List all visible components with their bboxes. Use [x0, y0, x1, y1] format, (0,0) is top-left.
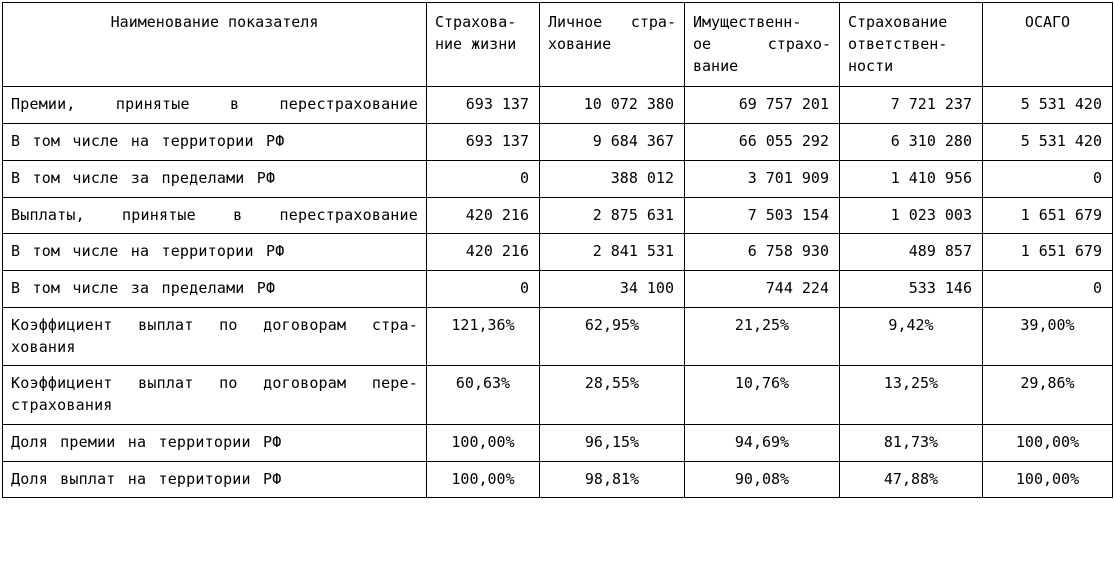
cell-value: 47,88% — [883, 469, 939, 488]
row-value-life — [427, 366, 540, 425]
cell-value: 1 651 679 — [1020, 205, 1102, 224]
column-header-property-insurance — [685, 3, 840, 87]
column-header-indicator — [3, 3, 427, 87]
cell-value: 5 531 420 — [1020, 95, 1102, 114]
row-value-liability — [840, 307, 983, 366]
cell-value: 0 — [519, 168, 529, 187]
row-label-line: Доля премии на территории РФ — [11, 432, 282, 451]
row-value-osago — [983, 424, 1113, 461]
row-value-personal — [540, 424, 685, 461]
row-value-property — [685, 366, 840, 425]
cell-value: 94,69% — [734, 432, 790, 451]
cell-value: 0 — [1092, 279, 1102, 297]
row-value-life — [427, 197, 540, 234]
column-header-life-insurance — [427, 3, 540, 87]
row-value-property — [685, 461, 840, 498]
column-header-property-insurance-line1: Имущественн- — [693, 13, 802, 31]
column-header-osago — [983, 3, 1113, 87]
cell-value: 21,25% — [734, 315, 790, 334]
cell-value: 100,00% — [451, 469, 515, 488]
document-page — [0, 2, 1114, 563]
row-value-personal — [540, 271, 685, 308]
row-value-personal — [540, 461, 685, 498]
row-value-life — [427, 461, 540, 498]
cell-value: 6 310 280 — [890, 132, 972, 150]
row-value-property — [685, 87, 840, 124]
table-row — [3, 366, 1113, 425]
column-header-indicator-label: Наименование показателя — [110, 13, 319, 31]
row-value-osago — [983, 160, 1113, 197]
table-row — [3, 87, 1113, 124]
cell-value: 7 721 237 — [890, 95, 972, 114]
table-header — [3, 3, 1113, 87]
row-value-personal — [540, 366, 685, 425]
column-header-liability-insurance-line1: Страхование — [848, 13, 948, 31]
cell-value: 1 023 003 — [890, 205, 972, 224]
cell-value: 66 055 292 — [738, 132, 829, 150]
row-label-line: В том числе за пределами РФ — [11, 168, 276, 187]
insurance-reinsurance-table — [2, 2, 1113, 498]
row-label — [3, 124, 427, 161]
row-label — [3, 87, 427, 124]
row-value-personal — [540, 234, 685, 271]
row-value-property — [685, 307, 840, 366]
column-header-osago-label: ОСАГО — [1024, 13, 1071, 31]
cell-value: 533 146 — [908, 279, 972, 297]
cell-value: 744 224 — [765, 279, 829, 297]
cell-value: 693 137 — [465, 132, 529, 150]
row-label-line: В том числе на территории РФ — [11, 132, 285, 150]
cell-value: 3 701 909 — [747, 168, 829, 187]
cell-value: 2 841 531 — [592, 242, 674, 261]
row-value-personal — [540, 124, 685, 161]
cell-value: 7 503 154 — [747, 205, 829, 224]
cell-value: 10,76% — [734, 374, 790, 393]
row-value-property — [685, 124, 840, 161]
table-header-row — [3, 3, 1113, 87]
cell-value: 420 216 — [465, 242, 529, 261]
column-header-liability-insurance — [840, 3, 983, 87]
cell-value: 100,00% — [1015, 432, 1080, 451]
row-label — [3, 160, 427, 197]
row-value-osago — [983, 366, 1113, 425]
row-label-line: страхования — [11, 396, 113, 414]
cell-value: 100,00% — [1015, 469, 1080, 488]
table-row — [3, 160, 1113, 197]
cell-value: 90,08% — [734, 469, 790, 488]
cell-value: 6 758 930 — [747, 242, 829, 261]
column-header-property-insurance-line3: вание — [693, 56, 739, 75]
cell-value: 2 875 631 — [592, 205, 674, 224]
cell-value: 100,00% — [451, 432, 515, 451]
row-label — [3, 366, 427, 425]
column-header-life-insurance-line2: ние жизни — [435, 34, 517, 53]
row-value-personal — [540, 197, 685, 234]
column-header-property-insurance-line2: ое страхо- — [693, 34, 831, 53]
cell-value: 96,15% — [584, 432, 640, 451]
cell-value: 9 684 367 — [592, 132, 674, 150]
row-label-line: Доля выплат на территории РФ — [11, 469, 282, 488]
row-value-life — [427, 271, 540, 308]
cell-value: 1 410 956 — [890, 168, 972, 187]
cell-value: 10 072 380 — [583, 95, 674, 114]
row-value-life — [427, 307, 540, 366]
column-header-personal-insurance — [540, 3, 685, 87]
cell-value: 39,00% — [1020, 315, 1075, 334]
row-label-line: Коэффициент выплат по договорам пере- — [11, 374, 418, 393]
row-value-osago — [983, 197, 1113, 234]
cell-value: 60,63% — [455, 374, 511, 393]
column-header-personal-insurance-line2: хование — [548, 34, 612, 53]
column-header-personal-insurance-line1: Личное стра- — [548, 13, 676, 31]
row-label — [3, 197, 427, 234]
row-value-property — [685, 234, 840, 271]
cell-value: 693 137 — [465, 95, 529, 114]
table-row — [3, 197, 1113, 234]
cell-value: 121,36% — [451, 315, 515, 334]
table-row — [3, 307, 1113, 366]
row-value-osago — [983, 234, 1113, 271]
cell-value: 62,95% — [584, 315, 640, 334]
row-value-life — [427, 424, 540, 461]
column-header-liability-insurance-line3: ности — [848, 56, 894, 75]
cell-value: 34 100 — [619, 279, 674, 297]
table-row — [3, 461, 1113, 498]
row-label-line: Выплаты, принятые в перестрахование — [11, 205, 418, 224]
row-label — [3, 271, 427, 308]
row-value-liability — [840, 234, 983, 271]
cell-value: 420 216 — [465, 205, 529, 224]
cell-value: 28,55% — [584, 374, 640, 393]
cell-value: 29,86% — [1020, 374, 1075, 393]
row-value-property — [685, 424, 840, 461]
row-value-osago — [983, 307, 1113, 366]
cell-value: 0 — [519, 279, 529, 297]
cell-value: 69 757 201 — [738, 95, 829, 114]
row-label-line: Коэффициент выплат по договорам стра- — [11, 315, 418, 334]
table-row — [3, 124, 1113, 161]
row-label-line: Премии, принятые в перестрахование — [11, 95, 418, 114]
table-row — [3, 271, 1113, 308]
row-value-property — [685, 197, 840, 234]
row-value-property — [685, 160, 840, 197]
row-label-line: В том числе за пределами РФ — [11, 279, 276, 297]
row-value-liability — [840, 124, 983, 161]
table-body — [3, 87, 1113, 498]
row-value-liability — [840, 160, 983, 197]
table-row — [3, 424, 1113, 461]
row-value-liability — [840, 87, 983, 124]
cell-value: 489 857 — [908, 242, 972, 261]
row-value-life — [427, 124, 540, 161]
row-value-life — [427, 234, 540, 271]
row-value-osago — [983, 461, 1113, 498]
column-header-liability-insurance-line2: ответствен- — [848, 34, 948, 53]
cell-value: 13,25% — [883, 374, 939, 393]
cell-value: 1 651 679 — [1020, 242, 1102, 261]
row-value-liability — [840, 197, 983, 234]
row-label — [3, 234, 427, 271]
row-value-personal — [540, 307, 685, 366]
cell-value: 81,73% — [883, 432, 939, 451]
row-value-osago — [983, 271, 1113, 308]
column-header-life-insurance-line1: Страхова- — [435, 13, 517, 31]
cell-value: 0 — [1092, 168, 1102, 187]
row-value-life — [427, 160, 540, 197]
row-value-personal — [540, 87, 685, 124]
row-value-liability — [840, 461, 983, 498]
row-label — [3, 461, 427, 498]
table-row — [3, 234, 1113, 271]
cell-value: 388 012 — [610, 168, 674, 187]
cell-value: 5 531 420 — [1020, 132, 1102, 150]
cell-value: 98,81% — [584, 469, 640, 488]
row-value-property — [685, 271, 840, 308]
row-label — [3, 307, 427, 366]
row-label-line: В том числе на территории РФ — [11, 242, 285, 261]
row-value-osago — [983, 124, 1113, 161]
row-label-line: хования — [11, 337, 76, 356]
row-value-life — [427, 87, 540, 124]
row-value-liability — [840, 271, 983, 308]
row-value-osago — [983, 87, 1113, 124]
row-value-liability — [840, 366, 983, 425]
row-value-personal — [540, 160, 685, 197]
cell-value: 9,42% — [888, 315, 934, 334]
row-label — [3, 424, 427, 461]
row-value-liability — [840, 424, 983, 461]
